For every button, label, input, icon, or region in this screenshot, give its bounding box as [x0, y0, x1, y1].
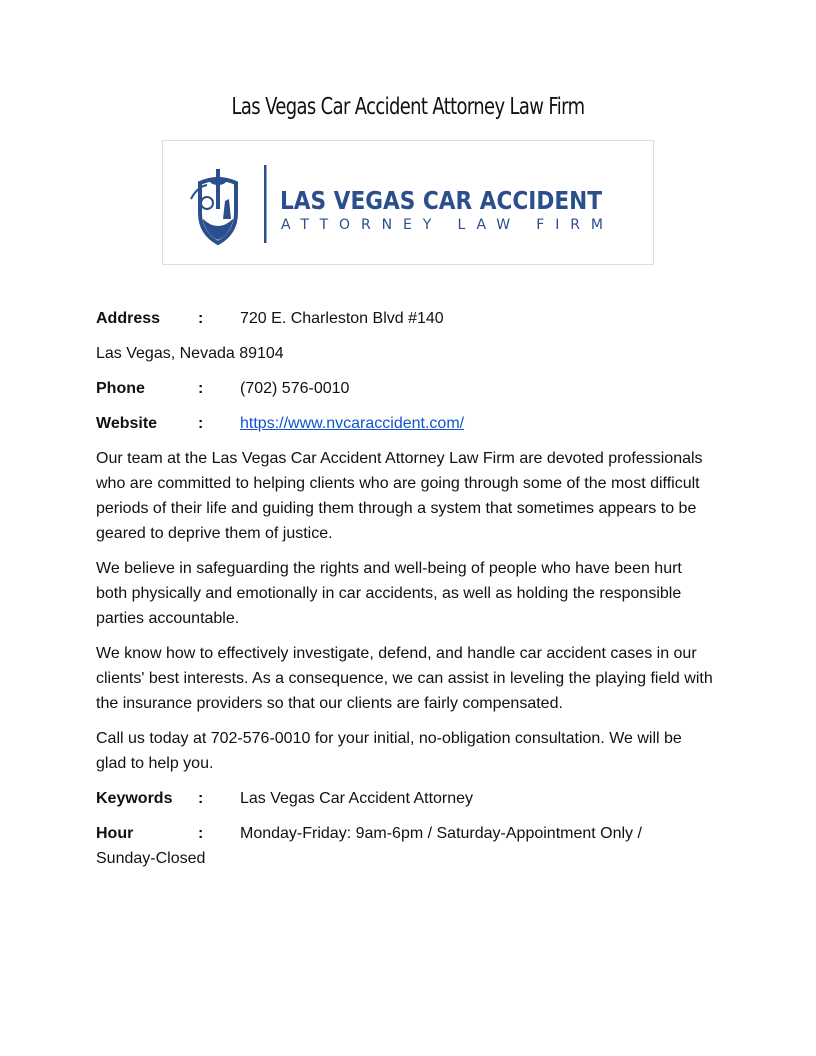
keywords-colon: : — [198, 790, 204, 807]
address-colon: : — [198, 310, 204, 327]
hour-label: Hour — [96, 825, 134, 842]
document-title: Las Vegas Car Accident Attorney Law Firm — [231, 94, 585, 120]
firm-logo — [162, 140, 654, 265]
address-label: Address — [96, 310, 161, 327]
keywords-label: Keywords — [96, 790, 173, 807]
website-link[interactable]: https://www.nvcaraccident.com/ — [240, 415, 465, 432]
phone-value: (702) 576-0010 — [240, 380, 350, 397]
website-row — [96, 411, 716, 436]
hour-value: Monday-Friday: 9am-6pm / Saturday-Appointment Only / — [240, 825, 642, 842]
logo-line-2: ATTORNEY LAW FIRM — [281, 217, 603, 233]
paragraph-call-to-action: Call us today at 702-576-0010 for your initial, no-obligation consultation. We will be glad to help you. — [96, 730, 682, 772]
shield-emblem-icon — [191, 169, 236, 243]
hour-colon: : — [198, 825, 204, 842]
phone-row — [96, 376, 716, 401]
paragraph-belief: We believe in safeguarding the rights and well-being of people who have been hurt both physically and emotionally in car accidents, as well as holding the responsible parties accountable. — [96, 560, 682, 627]
city-line: Las Vegas, Nevada 89104 — [96, 345, 284, 362]
hour-row — [96, 821, 716, 871]
address-row — [96, 306, 716, 331]
phone-label: Phone — [96, 380, 145, 397]
keywords-value: Las Vegas Car Accident Attorney — [240, 790, 474, 807]
address-value: 720 E. Charleston Blvd #140 — [240, 310, 444, 327]
logo-line-1: LAS VEGAS CAR ACCIDENT — [280, 186, 602, 215]
keywords-row — [96, 786, 716, 811]
website-label: Website — [96, 415, 158, 432]
document-body — [96, 306, 716, 881]
logo-divider — [264, 165, 267, 243]
paragraph-intro: Our team at the Las Vegas Car Accident Attorney Law Firm are devoted professionals who are committed to helping clients who are going through some of the most difficult periods of their life and guiding them through a system that sometimes appears to be geared to deprive them of justice. — [96, 450, 703, 542]
website-colon: : — [198, 415, 204, 432]
paragraph-expertise: We know how to effectively investigate, defend, and handle car accident cases in our clients' best interests. As a consequence, we can assist in leveling the playing field with the insurance providers so that our clients are fairly compensated. — [96, 645, 713, 712]
hour-continuation: Sunday-Closed — [96, 850, 206, 867]
phone-colon: : — [198, 380, 204, 397]
